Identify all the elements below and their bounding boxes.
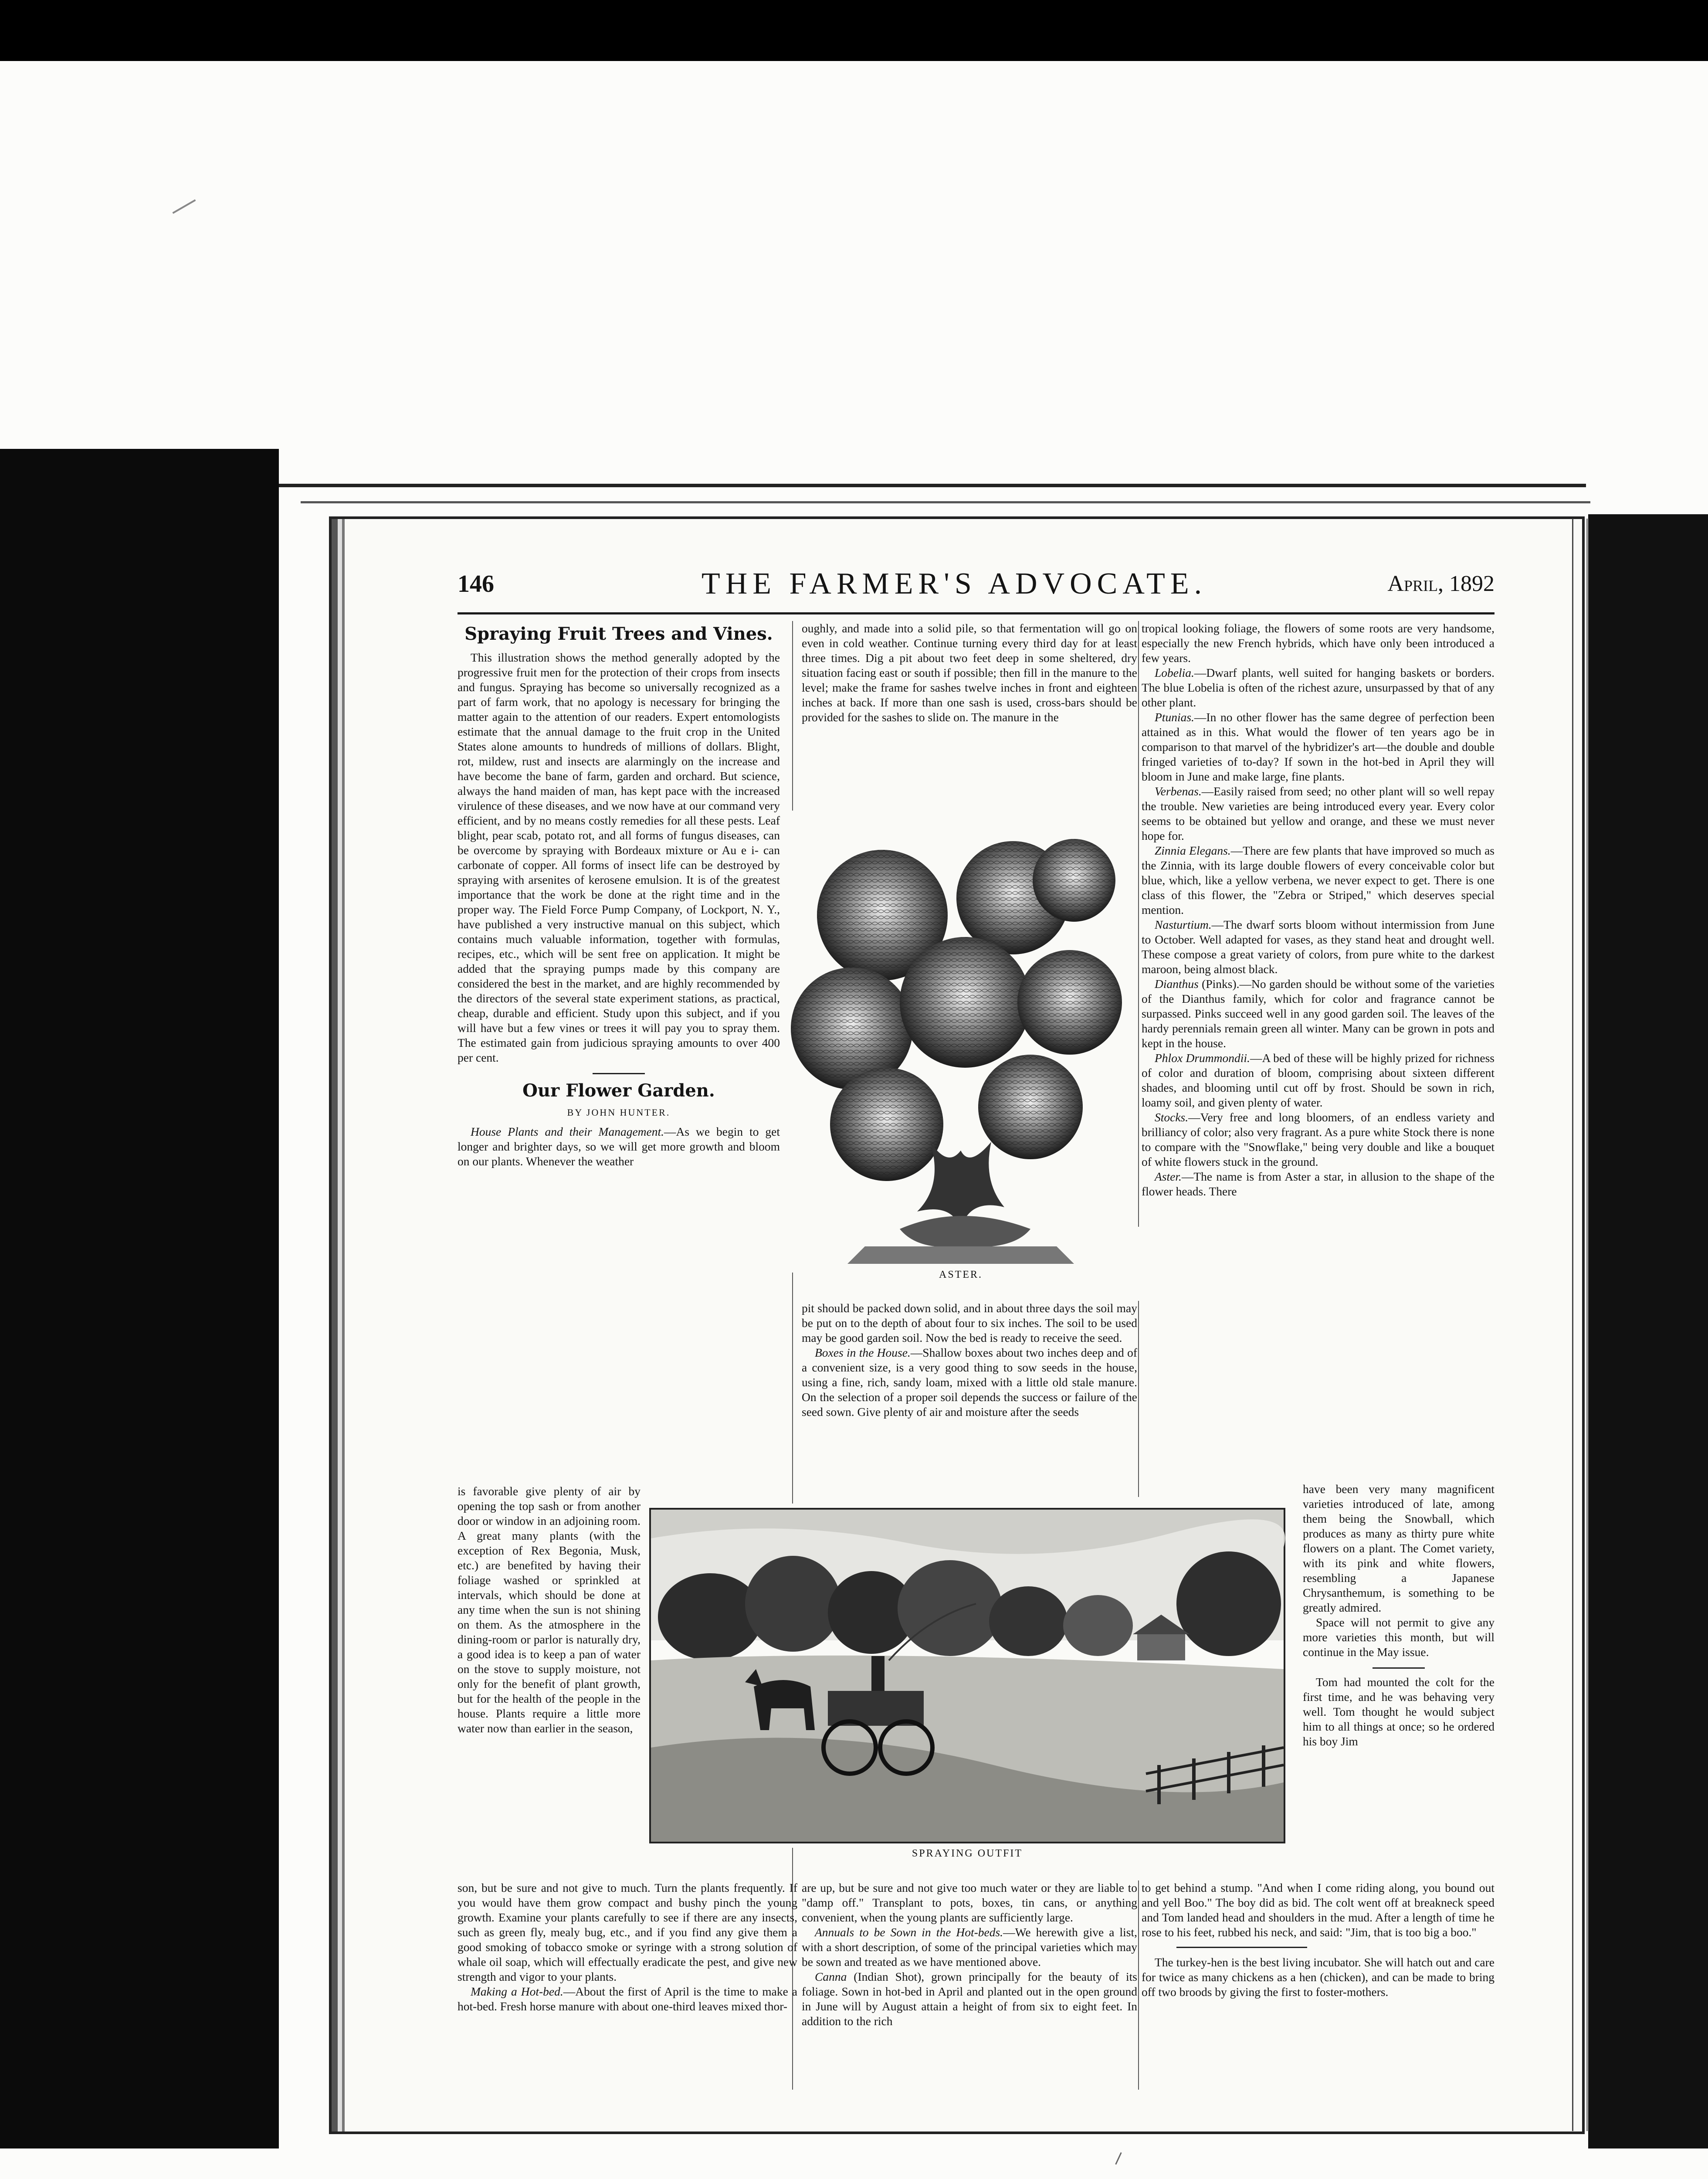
- article-paragraph: The turkey-hen is the best living incubator. She will hatch out and care for twice as many chickens as a hen (chicken), and can be made to bring off two broods by giving the first to foster-mothers.: [1142, 1955, 1494, 1999]
- aster-bloom: [830, 1068, 943, 1181]
- paragraph-text: —There are few plants that have improved so much as the Zinnia, with its large double flowers of every conceivable color but blue, which, like a yellow verbena, we never expect to get. There is one class of this flower, the "Zebra or Striped," which deserves special mention.: [1142, 844, 1494, 916]
- article-paragraph: [1142, 917, 1494, 977]
- run-in-heading: Ptunias.: [1155, 710, 1194, 724]
- run-in-heading: Verbenas.: [1155, 784, 1202, 798]
- paragraph-text: —Easily raised from seed; no other plant will so well repay the trouble. New varieties are being introduced every year. Every color seems to be obtained but yellow and orange, and these we must never hope for.: [1142, 784, 1494, 842]
- run-in-heading: House Plants and their Management.: [471, 1125, 664, 1138]
- article-divider: [593, 1073, 645, 1074]
- article-divider: [1372, 1667, 1425, 1669]
- aster-illustration: [786, 811, 1135, 1273]
- article-title-spraying: Spraying Fruit Trees and Vines.: [464, 624, 773, 644]
- article-paragraph: [1142, 665, 1494, 710]
- scan-shadow-right: [1588, 514, 1708, 2148]
- article-paragraph: is favorable give plenty of air by opening the top sash or from another door or window in an adjoining room. A great many plants (with the exception of Rex Begonia, Musk, etc.) are benefited by having their foliage washed or sprinkled at intervals, which should be done at any time when the sun is not shining on them. As the atmosphere in the dining-room or parlor is naturally dry, a good idea is to keep a pan of water on the stove to supply moisture, not only for the benefit of plant growth, but for the health of the people in the house. Plants require a little more water now than earlier in the season,: [458, 1484, 640, 1735]
- byline: BY JOHN HUNTER.: [567, 1107, 671, 1118]
- header-rule: [458, 612, 1494, 614]
- paragraph-text: —A bed of these will be highly prized for richness of color and duration of bloom, comprising about sixteen different shades, and blooming until cut off by frost. Should be sown in rich, loamy soil, and given plenty of water.: [1142, 1051, 1494, 1109]
- spraying-outfit-illustration: [645, 1504, 1290, 1848]
- column-rule: [1138, 1880, 1139, 2090]
- run-in-heading: Aster.: [1155, 1170, 1182, 1183]
- paragraph-text: —Very free and long bloomers, of an endless variety and brilliancy of color; also very fragrant. As a pure white Stock there is none to compare with the "Snowflake," being very double and like a bouquet of white flowers stuck in the ground.: [1142, 1110, 1494, 1168]
- article-paragraph: have been very many magnificent varieties introduced of late, among them being the Snowball, which produces as many as thirty pure white flowers on a plant. The Comet variety, with its pink and white flowers, resembling a Japanese Chrysanthemum, is something to be greatly admired.: [1303, 1482, 1494, 1614]
- article-paragraph: [1142, 1169, 1494, 1199]
- run-in-heading: Phlox Drummondii.: [1155, 1051, 1250, 1065]
- page-fold: [1572, 519, 1588, 2131]
- spraying-outfit-caption: SPRAYING OUTFIT: [912, 1848, 1023, 1859]
- article-divider: [1176, 1947, 1307, 1948]
- column-3: [1142, 621, 1494, 1199]
- paragraph-text: —We herewith give a list, with a short description, of some of the principal varieties which may be sown and treated as we have mentioned above.: [802, 1925, 1137, 1969]
- aster-bloom: [1017, 950, 1122, 1055]
- article-paragraph: [458, 1124, 780, 1169]
- column-rule: [1138, 621, 1139, 1227]
- paragraph-text: —Dwarf plants, well suited for hanging baskets or borders. The blue Lobelia is often of the richest azure, unsurpassed by that of any other plant.: [1142, 666, 1494, 709]
- masthead: THE FARMER'S ADVOCATE.: [702, 567, 1207, 601]
- article-paragraph: son, but be sure and not give to much. Turn the plants frequently. If you would have them grow compact and bushy pinch the young growth. Examine your plants carefully to see if there are any insects, such as green fly, mealy bug, etc., and if you find any give them a good smoking of tobacco smoke or syringe with a strong solution of whale oil soap, which will effectually eradicate the pest, and give new strength and vigor to your plants.: [458, 1881, 797, 1983]
- article-paragraph: This illustration shows the method generally adopted by the progressive fruit men for the protection of their crops from insects and fungus. Spraying has become so universally recognized as a part of farm work, that no apology is necessary for bringing the matter again to the attention of our readers. Expert entomologists estimate that the annual damage to the fruit crop in the United States alone amounts to hundreds of millions of dollars. Blight, rot, mildew, rust and insects are alarmingly on the increase and have become the bane of farm, garden and orchard. But science, always the hand maiden of man, has kept pace with the increased virulence of these diseases, and we now have at our command very efficient, and by no means costly remedies for all these pests. Leaf blight, pear scab, potato rot, and all forms of fungus diseases, can be overcome by spraying with Bordeaux mixture or Au e i- can carbonate of copper. All forms of insect life can be destroyed by spraying with arsenites of kerosene emulsion. It is of the greatest importance that the work be done at the right time and in the proper way. The Field Force Pump Company, of Lockport, N. Y., have published a very instructive manual on this subject, which contains much valuable information, together with formulas, recipes, etc., which will be sent free on application. It might be added that the spraying pumps made by this company are considered the best in the market, and are highly recommended by the directors of the several state experiment stations, as practical, cheap, durable and efficient. Study upon this subject, and if you will have but a few vines or trees it will pay you to spray them. The estimated gain from judicious spraying amounts to over 400 per cent.: [458, 651, 780, 1064]
- article-paragraph: Space will not permit to give any more varieties this month, but will continue in the May issue.: [1303, 1616, 1494, 1659]
- column-3-wrapped-text: [1303, 1482, 1494, 1749]
- page-edge: [301, 501, 1590, 516]
- article-paragraph: [1142, 710, 1494, 784]
- paragraph-text: (Indian Shot), grown principally for the beauty of its foliage. Sown in hot-bed in April and planted out in the open ground in June will by August attain a height of from six to eight feet. In addition to the rich: [802, 1970, 1137, 2028]
- column-1-lower: [458, 1880, 797, 2014]
- aster-bloom: [978, 1055, 1083, 1159]
- paragraph-text: —In no other flower has the same degree of perfection been attained as in this. What would the flower of ten years ago be in comparison to that marvel of the hybridizer's art—the double and double fringed varieties of to-day? If sown in the hot-bed in April they will bloom in June and make large, fine plants.: [1142, 710, 1494, 783]
- article-paragraph: oughly, and made into a solid pile, so that fermentation will go on even in cold weather. Continue turning every third day for at least three times. Dig a pit about two feet deep in some sheltered, dry situation facing east or south if possible; then fill in the manure to the level; make the frame for sashes twelve inches in front and eighteen inches at back. If more than one sash is used, cross-bars should be provided for the sashes to slide on. The manure in the: [802, 621, 1137, 724]
- run-in-heading: Lobelia.: [1155, 666, 1194, 679]
- issue-date: April, 1892: [1387, 571, 1494, 596]
- article-paragraph: to get behind a stump. "And when I come riding along, you bound out and yell Boo." The boy did as bid. The colt went off at breakneck speed and Tom landed head and shoulders in the mud. After a length of time he rose to his feet, rubbed his neck, and said: "Jim, that is too big a boo.": [1142, 1881, 1494, 1939]
- run-in-heading: Canna: [815, 1970, 847, 1983]
- article-paragraph: [1142, 1110, 1494, 1169]
- run-in-heading: Annuals to be Sown in the Hot-beds.: [815, 1925, 1003, 1939]
- run-in-heading: Boxes in the House.: [815, 1346, 911, 1359]
- page-number: 146: [458, 570, 494, 597]
- paragraph-text: —Shallow boxes about two inches deep and of a convenient size, is a very good thing to sow seeds in the house, using a fine, rich, sandy loam, mixed with a little old stale manure. On the selection of a proper soil depends the success or failure of the seed sown. Give plenty of air and moisture after the seeds: [802, 1346, 1137, 1419]
- article-paragraph: [1142, 977, 1494, 1051]
- page-header: [458, 567, 1494, 601]
- paragraph-text: (Pinks).—No garden should be without some of the varieties of the Dianthus family, which for color and fragrance cannot be surpassed. Pinks succeed well in any good garden soil. The leaves of the hardy perennials remain green all winter. Many can be grown in pots and kept in the house.: [1142, 977, 1494, 1050]
- paragraph-text: —About the first of April is the time to make a hot-bed. Fresh horse manure with about one-third leaves mixed thor-: [458, 1985, 798, 2013]
- run-in-heading: Stocks.: [1155, 1110, 1189, 1124]
- run-in-heading: Zinnia Elegans.: [1155, 844, 1231, 857]
- column-2-middle: [802, 1301, 1137, 1419]
- run-in-heading: Dianthus: [1155, 977, 1199, 991]
- column-2-lower: [802, 1880, 1137, 2029]
- paragraph-text: —As we begin to get longer and brighter days, so we will get more growth and bloom on our plants. Whenever the weather: [458, 1125, 780, 1168]
- article-paragraph: are up, but be sure and not give too much water or they are liable to "damp off." Transplant to pots, boxes, tin cans, or anything convenient, when the young plants are sufficiently large.: [802, 1881, 1137, 1924]
- run-in-heading: Nasturtium.: [1155, 918, 1212, 931]
- aster-caption: ASTER.: [939, 1269, 983, 1280]
- article-paragraph: [802, 1345, 1137, 1419]
- article-paragraph: [802, 1925, 1137, 1969]
- article-title-garden: Our Flower Garden.: [522, 1080, 715, 1101]
- column-1: [458, 621, 780, 1169]
- field: [651, 1656, 1284, 1842]
- column-2: [802, 621, 1137, 725]
- article-paragraph: Tom had mounted the colt for the first time, and he was behaving very well. Tom thought he would subject him to all things at once; so he ordered his boy Jim: [1303, 1675, 1494, 1748]
- column-rule: [1138, 1301, 1139, 1497]
- run-in-heading: Making a Hot-bed.: [471, 1985, 563, 1998]
- article-paragraph: [1142, 784, 1494, 843]
- column-3-lower: [1142, 1880, 1494, 1999]
- article-paragraph: [1142, 1051, 1494, 1110]
- column-1-wrapped-text: [458, 1484, 640, 1736]
- article-paragraph: [1142, 843, 1494, 917]
- article-paragraph: [802, 1969, 1137, 2029]
- article-paragraph: pit should be packed down solid, and in about three days the soil may be put on to the depth of about four to six inches. The soil to be used may be good garden soil. Now the bed is ready to receive the seed.: [802, 1301, 1137, 1344]
- aster-bloom: [900, 937, 1030, 1068]
- aster-bloom: [1033, 839, 1115, 922]
- paragraph-text: —The name is from Aster a star, in allusion to the shape of the flower heads. There: [1142, 1170, 1494, 1198]
- article-paragraph: [458, 1984, 797, 2014]
- paragraph-text: —The dwarf sorts bloom without intermission from June to October. Well adapted for vases, as they stand heat and drought well. These compose a great variety of colors, from pure white to the darkest maroon, being almost black.: [1142, 918, 1494, 976]
- scan-shadow-left: [0, 449, 279, 2148]
- article-paragraph: tropical looking foliage, the flowers of some roots are very handsome, especially the new French hybrids, which have only been introduced a few years.: [1142, 621, 1494, 665]
